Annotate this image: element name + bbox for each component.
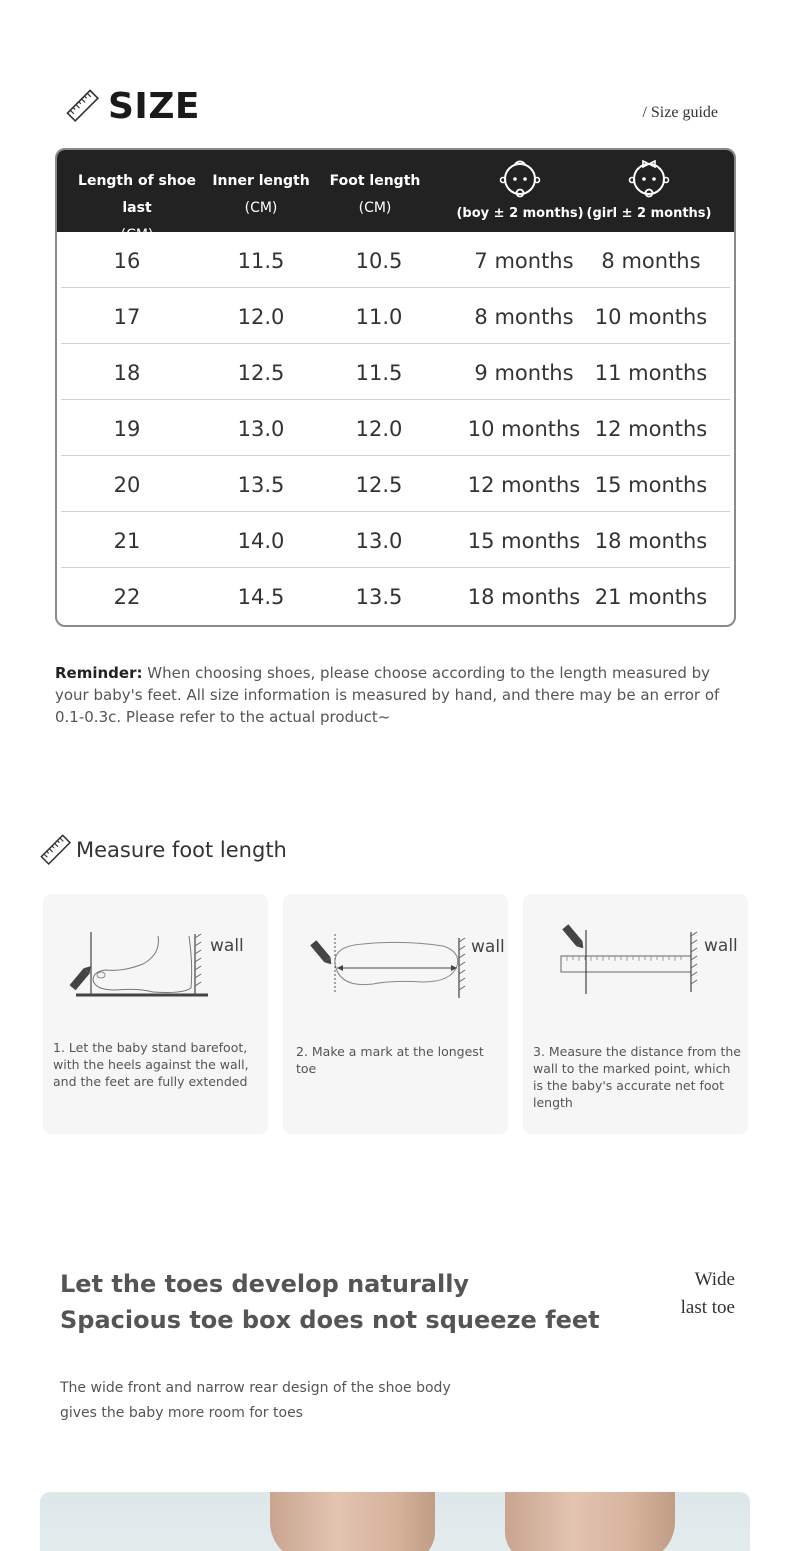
foot-length-cell: 10.5 — [355, 249, 403, 273]
header-label: Inner length — [212, 173, 310, 189]
measure-step-3-card — [523, 894, 748, 1134]
header-unit: (CM) — [120, 227, 154, 243]
step-3-text: 3. Measure the distance from the wall to the marked point, which is the baby's accurate net foot length — [533, 1044, 742, 1110]
girl-months-cell: 11 months — [594, 361, 708, 385]
table-row — [61, 232, 730, 288]
girl-months-cell: 10 months — [594, 305, 708, 329]
foot-length-cell: 12.5 — [355, 473, 403, 497]
wall-label: wall — [704, 936, 738, 956]
baby-girl-icon — [627, 158, 671, 200]
foot-against-wall-illustration — [43, 894, 268, 1024]
toes-heading-1: Let the toes develop naturally — [60, 1270, 470, 1298]
girl-months-cell: 8 months — [601, 249, 701, 273]
inner-length-cell: 12.5 — [237, 361, 285, 385]
header-label: (boy ± 2 months) — [456, 206, 584, 221]
foot-length-cell: 12.0 — [355, 417, 403, 441]
foot-length-cell: 13.0 — [355, 529, 403, 553]
header-label: (girl ± 2 months) — [586, 206, 712, 221]
header-label: Foot length — [329, 173, 421, 189]
size-guide-label: / Size guide — [642, 104, 718, 121]
inner-length-cell: 12.0 — [237, 305, 285, 329]
boy-months-cell: 9 months — [474, 361, 574, 385]
shoe-last-cell: 17 — [113, 305, 141, 329]
table-row — [61, 344, 730, 400]
foot-length-cell: 11.0 — [355, 305, 403, 329]
header-label: Length of shoe last — [78, 173, 196, 216]
shoe-last-cell: 22 — [113, 585, 141, 609]
shoe-last-cell: 16 — [113, 249, 141, 273]
wide-label-line-1: Wide — [694, 1269, 735, 1290]
girl-months-cell: 21 months — [594, 585, 708, 609]
foot-length-cell: 13.5 — [355, 585, 403, 609]
wall-label: wall — [471, 937, 505, 957]
baby-leg-right — [505, 1492, 675, 1551]
measure-section-header — [40, 832, 287, 868]
reminder-body: When choosing shoes, please choose according to the length measured by your baby's feet. All size information is measured by hand, and there may be an error of 0.1-0.3c. Please refer to the actual product~ — [55, 664, 720, 726]
boy-months-cell: 7 months — [474, 249, 574, 273]
table-header — [57, 150, 734, 243]
header-unit: (CM) — [358, 200, 392, 216]
wide-last-toe-label — [635, 1266, 735, 1322]
foot-length-cell: 11.5 — [355, 361, 403, 385]
inner-length-cell: 11.5 — [237, 249, 285, 273]
reminder-text — [55, 662, 745, 728]
wide-label-line-2: last toe — [680, 1297, 735, 1318]
girl-months-cell: 15 months — [594, 473, 708, 497]
baby-boy-icon — [498, 158, 542, 200]
wall-label: wall — [210, 936, 244, 956]
product-photo — [40, 1492, 750, 1551]
inner-length-cell: 14.0 — [237, 529, 285, 553]
table-row — [61, 288, 730, 344]
header-boy — [455, 158, 585, 221]
mark-longest-toe-illustration — [283, 894, 508, 1024]
shoe-last-cell: 20 — [113, 473, 141, 497]
toes-heading-2: Spacious toe box does not squeeze feet — [60, 1306, 600, 1334]
girl-months-cell: 18 months — [594, 529, 708, 553]
table-row — [61, 456, 730, 512]
boy-months-cell: 18 months — [467, 585, 581, 609]
toes-description: The wide front and narrow rear design of the shoe body gives the baby more room for toes — [60, 1380, 451, 1421]
table-row — [61, 400, 730, 456]
shoe-last-cell: 19 — [113, 417, 141, 441]
step-2-text: 2. Make a mark at the longest toe — [296, 1044, 484, 1076]
size-table — [55, 148, 736, 627]
header-girl — [585, 158, 713, 221]
shoe-last-cell: 18 — [113, 361, 141, 385]
inner-length-cell: 13.0 — [237, 417, 285, 441]
inner-length-cell: 14.5 — [237, 585, 285, 609]
header-foot-length — [321, 168, 429, 222]
baby-leg-left — [270, 1492, 435, 1551]
header-inner-length — [211, 168, 311, 222]
inner-length-cell: 13.5 — [237, 473, 285, 497]
boy-months-cell: 10 months — [467, 417, 581, 441]
girl-months-cell: 12 months — [594, 417, 708, 441]
size-section-header — [66, 84, 200, 128]
boy-months-cell: 8 months — [474, 305, 574, 329]
shoe-last-cell: 21 — [113, 529, 141, 553]
table-row — [61, 512, 730, 568]
ruler-icon — [40, 834, 72, 866]
header-unit: (CM) — [244, 200, 278, 216]
ruler-icon — [66, 89, 100, 123]
boy-months-cell: 15 months — [467, 529, 581, 553]
measure-step-2-card — [283, 894, 508, 1134]
size-title: SIZE — [108, 85, 201, 127]
table-body — [57, 232, 734, 624]
boy-months-cell: 12 months — [467, 473, 581, 497]
table-row — [61, 568, 730, 624]
reminder-label: Reminder: — [55, 664, 143, 682]
measure-step-1-card — [43, 894, 268, 1134]
measure-distance-illustration — [523, 894, 748, 1024]
step-1-text: 1. Let the baby stand barefoot, with the heels against the wall, and the feet are fully extended — [53, 1040, 249, 1089]
measure-title: Measure foot length — [76, 838, 287, 862]
